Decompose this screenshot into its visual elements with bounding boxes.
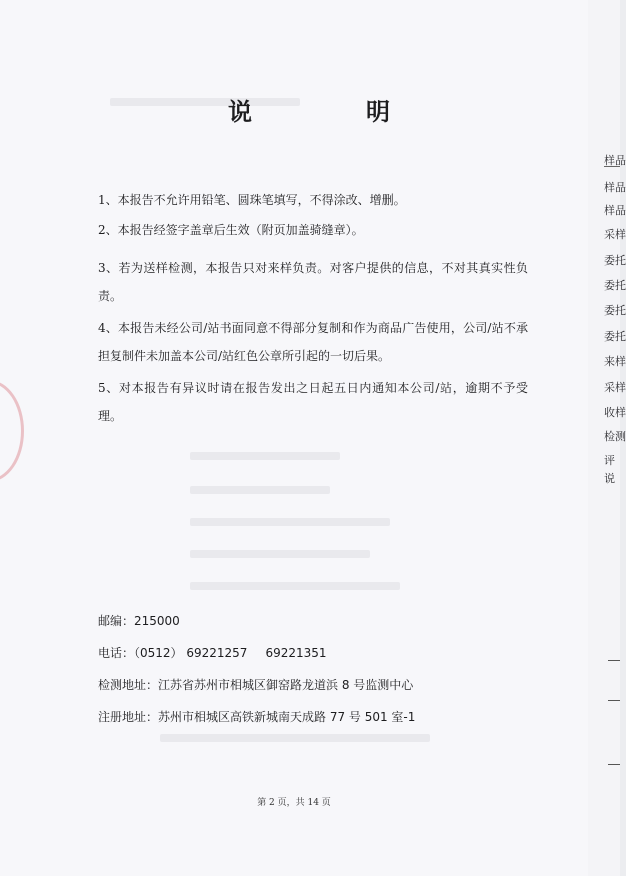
edge-rule	[608, 764, 620, 765]
postcode: 邮编：215000	[98, 614, 180, 628]
edge-label: 委托	[604, 254, 626, 267]
edge-label: 说	[604, 472, 615, 485]
edge-label: 检测	[604, 430, 626, 443]
next-page-edge	[588, 0, 626, 876]
edge-label: 采样	[604, 381, 626, 394]
page-title	[0, 92, 588, 132]
bleed-through-text	[190, 518, 390, 526]
seal-stamp-fragment	[0, 380, 24, 482]
edge-label: 样品	[604, 204, 626, 217]
note-5: 5、对本报告有异议时请在报告发出之日起五日内通知本公司/站，逾期不予受理。	[98, 381, 528, 423]
edge-rule	[608, 700, 620, 701]
edge-label: 评	[604, 454, 615, 467]
edge-label: 委托	[604, 304, 626, 317]
note-1: 1、本报告不允许用铅笔、圆珠笔填写，不得涂改、增删。	[98, 193, 406, 207]
bleed-through-text	[190, 582, 400, 590]
test-address: 检测地址：江苏省苏州市相城区御窑路龙道浜 8 号监测中心	[98, 678, 414, 692]
edge-label: 委托	[604, 330, 626, 343]
page-number: 第 2 页，共 14 页	[257, 798, 331, 808]
edge-label: 来样	[604, 355, 626, 368]
bleed-through-text	[190, 452, 340, 460]
edge-label: 委托	[604, 279, 626, 292]
note-3: 3、若为送样检测，本报告只对来样负责。对客户提供的信息，不对其真实性负责。	[98, 261, 528, 303]
edge-label: 收样	[604, 406, 626, 419]
edge-rule	[608, 660, 620, 661]
title-char-2: 明	[366, 97, 390, 126]
note-4: 4、本报告未经公司/站书面同意不得部分复制和作为商品广告使用，公司/站不承担复制件未加盖本公司/站红色公章所引起的一切后果。	[98, 321, 528, 363]
bleed-through-text	[160, 734, 430, 742]
registered-address: 注册地址：苏州市相城区高铁新城南天成路 77 号 501 室-1	[98, 710, 416, 724]
bleed-through-text	[190, 550, 370, 558]
title-char-1: 说	[228, 97, 252, 126]
note-2: 2、本报告经签字盖章后生效（附页加盖骑缝章）。	[98, 223, 364, 237]
edge-label: 样品	[604, 181, 626, 194]
phone-line	[98, 644, 327, 661]
phone-1: 电话：（0512） 69221257	[98, 646, 248, 660]
edge-label: 样品	[604, 154, 626, 167]
edge-label: 采样	[604, 228, 626, 241]
phone-2: 69221351	[265, 646, 327, 660]
bleed-through-text	[190, 486, 330, 494]
